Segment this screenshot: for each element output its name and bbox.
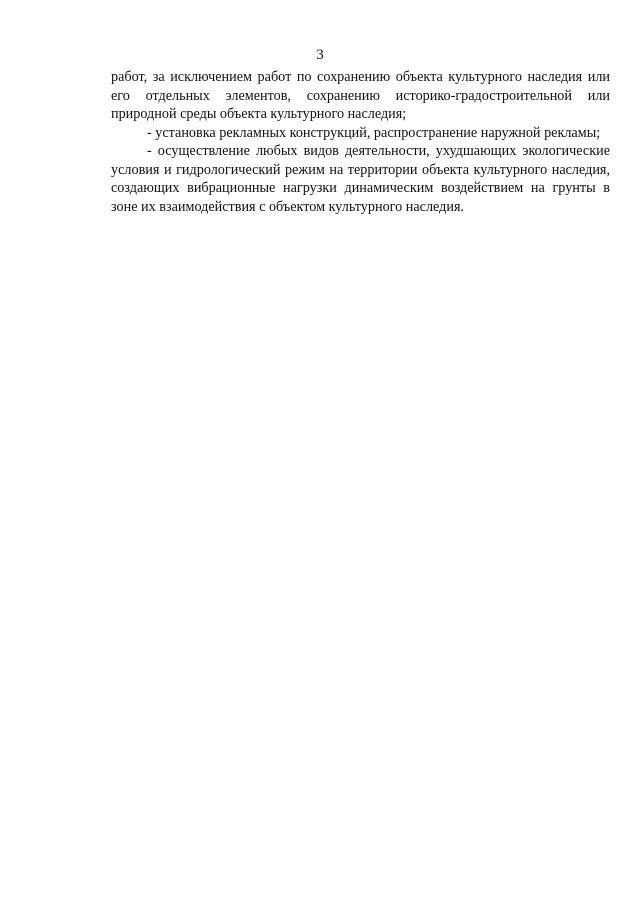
paragraph-works-exception: работ, за исключением работ по сохранению объекта культурного наследия или его отдельных элементов, сохранению историко-градостроительной или природной среды объекта культурного наследия;: [111, 69, 610, 122]
page-number: 3: [316, 47, 324, 63]
document-body: [111, 68, 610, 216]
paragraph-advertising: - установка рекламных конструкций, распространение наружной рекламы;: [147, 124, 601, 141]
paragraph-activities: - осуществление любых видов деятельности, ухудшающих экологические условия и гидрологический режим на территории объекта культурного наследия, создающих вибрационные нагрузки динамическим воздействием на грунты в зоне их взаимодействия с объектом культурного наследия.: [111, 143, 610, 215]
